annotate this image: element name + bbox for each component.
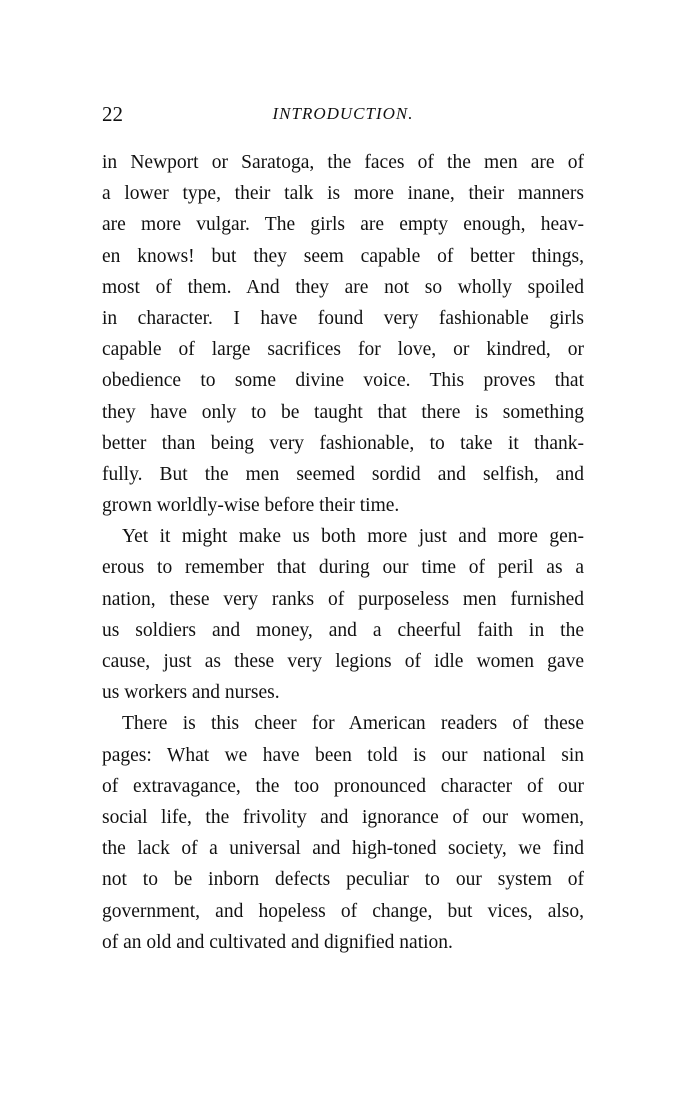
- text-line: There is this cheer for American readers of these: [122, 713, 584, 735]
- text-line: are more vulgar. The girls are empty enough, heav-: [102, 214, 584, 236]
- text-line: government, and hopeless of change, but vices, also,: [102, 900, 584, 922]
- body-text: [102, 147, 584, 958]
- text-line: Yet it might make us both more just and more gen-: [122, 526, 584, 548]
- paragraph-3: [102, 708, 584, 958]
- text-line: nation, these very ranks of purposeless men furnished: [102, 588, 584, 610]
- running-head: [102, 102, 584, 132]
- text-line: social life, the frivolity and ignorance of our women,: [102, 806, 584, 828]
- text-line: grown worldly-wise before their time.: [102, 495, 400, 517]
- text-line: cause, just as these very legions of idle women gave: [102, 651, 584, 672]
- text-line: erous to remember that during our time of peril as a: [102, 557, 584, 579]
- text-line: fully. But the men seemed sordid and selfish, and: [102, 463, 584, 485]
- text-line: in Newport or Saratoga, the faces of the men are of: [102, 152, 584, 173]
- text-line: of extravagance, the too pronounced character of our: [102, 775, 584, 797]
- text-line: they have only to be taught that there is something: [102, 401, 584, 423]
- text-line: better than being very fashionable, to take it thank-: [102, 432, 584, 454]
- text-line: pages: What we have been told is our national sin: [102, 744, 584, 766]
- paragraph-2: [102, 521, 584, 708]
- page-number: 22: [102, 102, 123, 126]
- text-line: us workers and nurses.: [102, 682, 280, 704]
- text-line: most of them. And they are not so wholly spoiled: [102, 276, 584, 298]
- text-line: capable of large sacrifices for love, or kindred, or: [102, 339, 584, 361]
- text-line: in character. I have found very fashionable girls: [102, 307, 584, 329]
- text-line: us soldiers and money, and a cheerful faith in the: [102, 619, 584, 641]
- text-line: a lower type, their talk is more inane, their manners: [102, 183, 584, 205]
- text-line: en knows! but they seem capable of better things,: [102, 245, 584, 267]
- text-line: the lack of a universal and high-toned society, we find: [102, 838, 584, 860]
- running-title: INTRODUCTION.: [272, 104, 414, 123]
- text-line: obedience to some divine voice. This proves that: [102, 370, 584, 392]
- paragraph-1: [102, 147, 584, 521]
- text-line: of an old and cultivated and dignified nation.: [102, 931, 453, 953]
- text-line: not to be inborn defects peculiar to our system of: [102, 869, 584, 891]
